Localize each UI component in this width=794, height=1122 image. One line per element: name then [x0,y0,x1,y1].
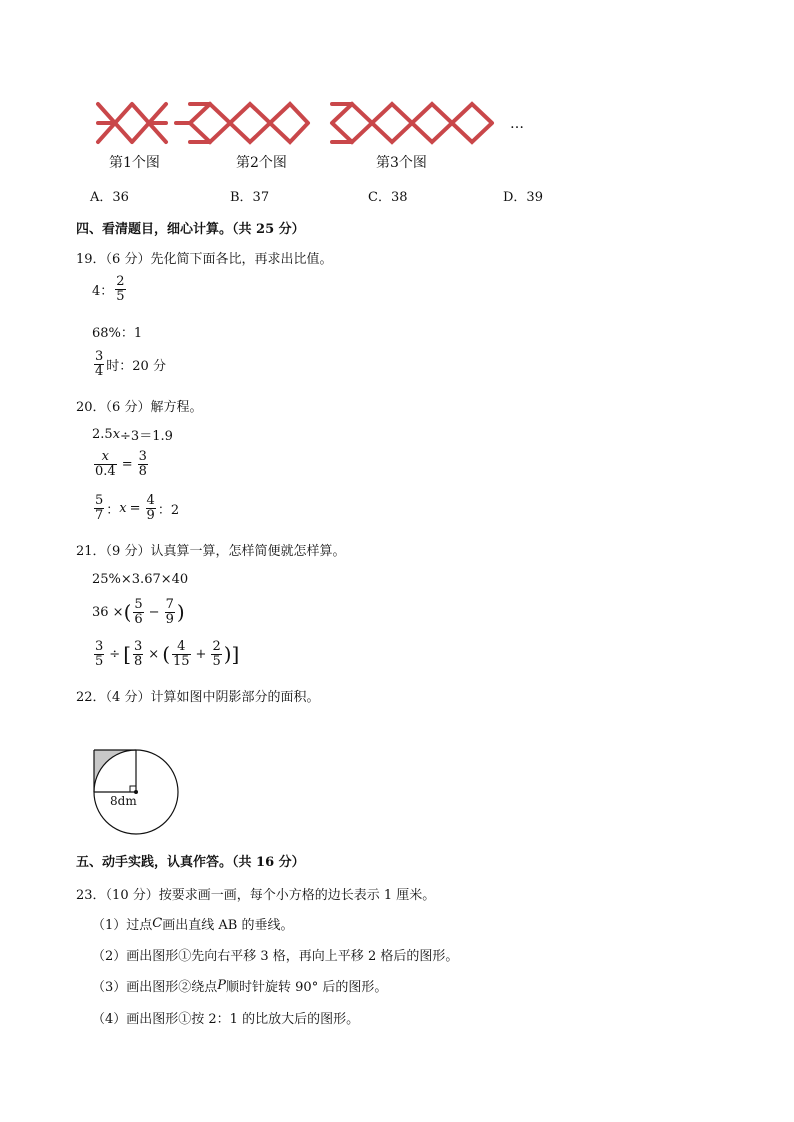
q21-expression-2: 36 × ( $\frac{5}{6}$ − $\frac{7}{9}$ ) [92,597,185,627]
q23-item-2: （2）画出图形①先向右平移 3 格，再向上平移 2 格后的图形。 [92,949,459,964]
choice-d: D．39 [503,190,543,205]
choice-c: C．38 [368,190,408,205]
q19-ratio-2: 68%：1 [92,326,143,341]
pattern-figure-2 [176,104,308,142]
pattern-caption-3: 第3个图 [376,155,427,171]
fraction: $\frac{2}{5}$ [212,639,221,669]
pattern-caption-2: 第2个图 [236,155,287,171]
matchstick-pattern [90,98,510,148]
fraction: $\frac{4}{15}$ [173,639,190,669]
pattern-figure-1 [98,104,166,142]
q22-stem: 22．（4 分）计算如图中阴影部分的面积。 [76,690,320,705]
q23-item-1: （1）过点 C 画出直线 AB 的垂线。 [92,916,294,933]
q23-item-3: （3）画出图形②绕点 P 顺时针旋转 90° 后的图形。 [92,978,388,995]
q19-ratio-1: 4： $\frac{2}{5}$ [92,274,125,304]
fraction: $\frac{5}{7}$ [95,493,104,523]
q20-equation-1: 2.5 x ÷3＝1.9 [92,427,173,444]
q19-ratio-3: $\frac{3}{4}$ 时：20 分 [95,349,166,379]
pattern-ellipsis: … [510,116,524,132]
q20-equation-2: $\frac{x}{0.4}$ = $\frac{3}{8}$ [95,449,147,479]
circle-figure [88,744,188,836]
q19-stem: 19．（6 分）先化简下面各比，再求出比值。 [76,252,333,267]
section5-title: 五、动手实践，认真作答。（共 16 分） [76,855,305,870]
choice-a: A．36 [90,190,129,205]
q21-expression-3: $\frac{3}{5}$ ÷ [ $\frac{3}{8}$ × ( $\frac{4}{15}$ + $\frac{2}{5}$ )] [95,639,240,669]
pattern-caption-1: 第1个图 [109,155,160,171]
pattern-figure-3 [332,104,492,142]
fraction: $\frac{3}{4}$ [95,349,104,379]
section4-title: 四、看清题目，细心计算。（共 25 分） [76,222,305,237]
fraction: $\frac{x}{0.4}$ [95,449,116,479]
q21-stem: 21．（9 分）认真算一算，怎样简便就怎样算。 [76,544,346,559]
q20-stem: 20．（6 分）解方程。 [76,400,203,415]
q23-stem: 23．（10 分）按要求画一画，每个小方格的边长表示 1 厘米。 [76,888,436,903]
q23-item-4: （4）画出图形①按 2：1 的比放大后的图形。 [92,1012,360,1027]
radius-label: 8dm [110,794,137,808]
fraction: $\frac{3}{5}$ [95,639,104,669]
fraction: $\frac{5}{6}$ [134,597,143,627]
fraction: $\frac{3}{8}$ [138,449,147,479]
fraction: $\frac{4}{9}$ [146,493,155,523]
fraction: $\frac{7}{9}$ [165,597,174,627]
choice-b: B．37 [230,190,270,205]
fraction: $\frac{2}{5}$ [116,274,125,304]
q21-expression-1: 25%×3.67×40 [92,572,189,587]
q20-equation-3: $\frac{5}{7}$ ： x = $\frac{4}{9}$ ：2 [95,493,180,523]
fraction: $\frac{3}{8}$ [134,639,143,669]
